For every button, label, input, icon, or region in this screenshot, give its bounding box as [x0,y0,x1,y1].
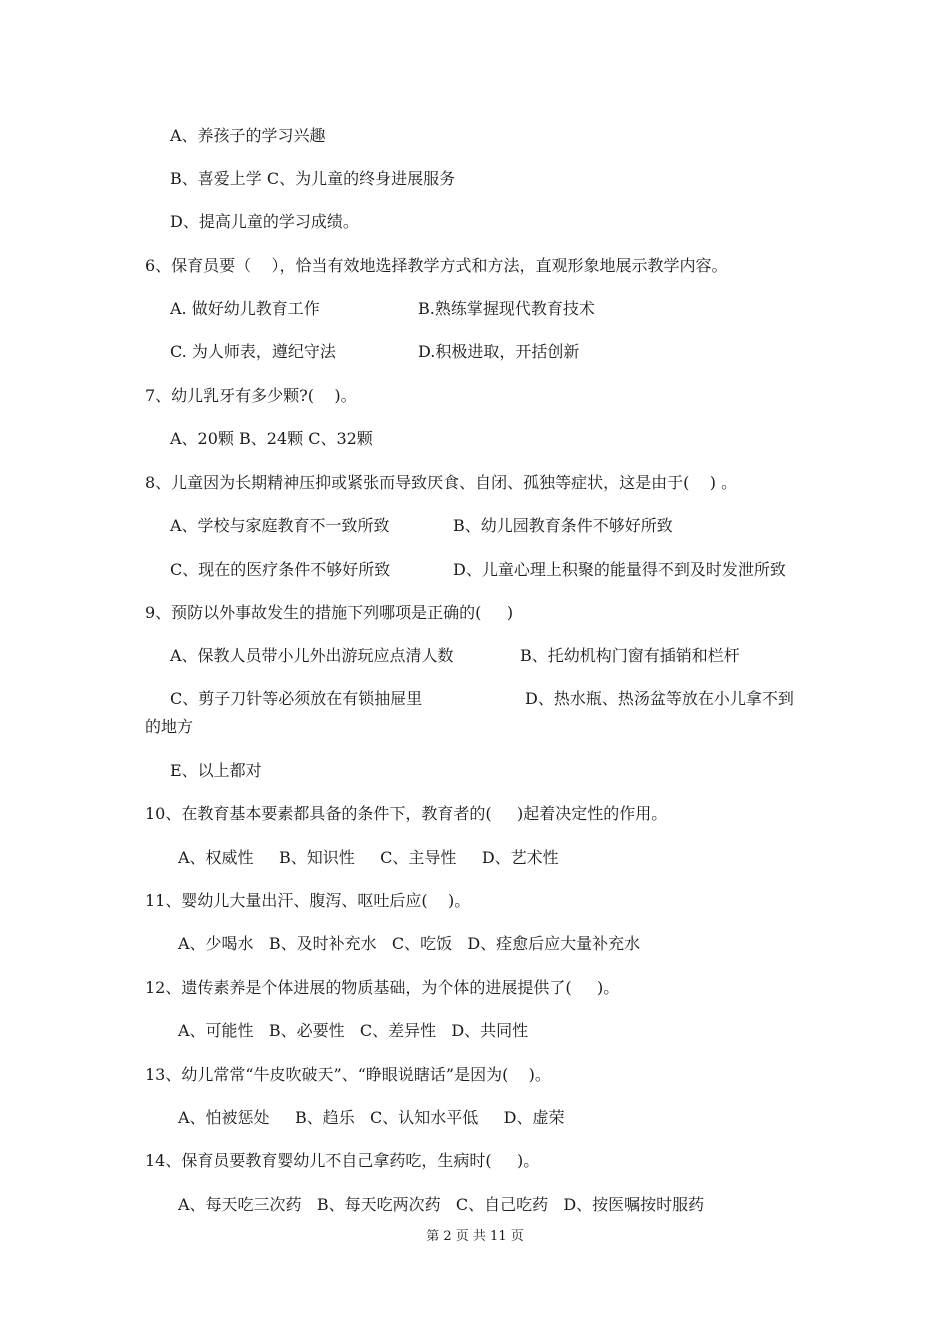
option-a: A. 做好幼儿教育工作 [170,299,320,318]
option-c: C. 为人师表，遵纪守法 [170,342,336,361]
question-11: 11、婴幼儿大量出汗、腹泻、呕吐后应( )。 [145,891,471,910]
option-b: B、托幼机构门窗有插销和栏杆 [520,646,740,665]
option-line: A、20颗 B、24颗 C、32颗 [170,429,373,448]
question-13: 13、幼儿常常“牛皮吹破天”、“睁眼说瞎话”是因为( )。 [145,1065,551,1084]
option-line: A、权威性 B、知识性 C、主导性 D、艺术性 [178,848,559,867]
option-line: A、每天吃三次药 B、每天吃两次药 C、自己吃药 D、按医嘱按时服药 [178,1195,705,1214]
question-10: 10、在教育基本要素都具备的条件下，教育者的( )起着决定性的作用。 [145,804,668,823]
page-footer: 第 2 页 共 11 页 [426,1229,524,1244]
question-9: 9、预防以外事故发生的措施下列哪项是正确的( ) [145,603,514,622]
option-b: B、幼儿园教育条件不够好所致 [453,516,673,535]
question-7: 7、幼儿乳牙有多少颗?( )。 [145,386,357,405]
option-b: B.熟练掌握现代教育技术 [418,299,595,318]
option-a: A、学校与家庭教育不一致所致 [170,516,390,535]
option-c: C、剪子刀针等必须放在有锁抽屉里 [170,689,423,708]
question-14: 14、保育员要教育婴幼儿不自己拿药吃，生病时( )。 [145,1151,540,1170]
option-e: E、以上都对 [170,761,262,780]
question-8: 8、儿童因为长期精神压抑或紧张而导致厌食、自闭、孤独等症状，这是由于( ) 。 [145,473,738,492]
option-a: A、保教人员带小儿外出游玩应点清人数 [170,646,454,665]
question-6: 6、保育员要（ ），恰当有效地选择教学方式和方法，直观形象地展示教学内容。 [145,256,728,275]
option-d: D.积极进取，开括创新 [418,342,580,361]
option-line: D、提高儿童的学习成绩。 [170,212,359,231]
option-line: A、养孩子的学习兴趣 [170,126,326,145]
option-c: C、现在的医疗条件不够好所致 [170,560,391,579]
option-d-continued: 的地方 [145,717,194,736]
option-line: A、可能性 B、必要性 C、差异性 D、共同性 [178,1021,529,1040]
option-line: B、喜爱上学 C、为儿童的终身进展服务 [170,169,456,188]
option-line: A、少喝水 B、及时补充水 C、吃饭 D、痊愈后应大量补充水 [178,934,641,953]
option-d: D、热水瓶、热汤盆等放在小儿拿不到 [525,689,794,708]
option-d: D、儿童心理上积聚的能量得不到及时发泄所致 [453,560,786,579]
option-line: A、怕被惩处 B、趋乐 C、认知水平低 D、虚荣 [178,1108,565,1127]
question-12: 12、遗传素养是个体进展的物质基础，为个体的进展提供了( )。 [145,978,620,997]
